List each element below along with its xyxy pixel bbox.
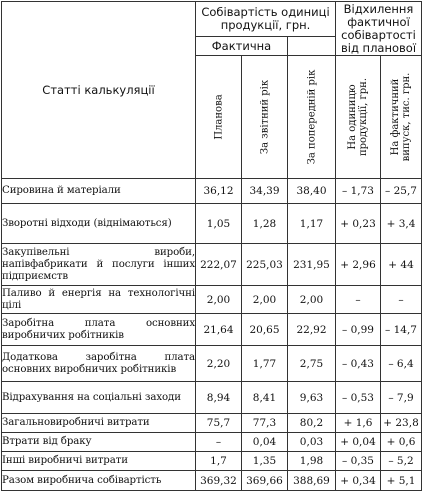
- planned-cost: 8,94: [196, 382, 242, 414]
- reporting-year-cost: 1,35: [242, 452, 288, 471]
- deviation-per-unit: + 1,6: [336, 414, 381, 433]
- cost-item: Загальновиробничі витрати: [2, 414, 196, 433]
- planned-cost: 75,7: [196, 414, 242, 433]
- header-reporting-year: За звітний рік: [242, 56, 288, 179]
- reporting-year-cost: 0,04: [242, 433, 288, 452]
- deviation-per-unit: –: [336, 286, 381, 314]
- cost-item: Сировина й матеріали: [2, 179, 196, 204]
- deviation-per-output: + 44: [381, 244, 422, 286]
- table-row: [2, 346, 422, 382]
- previous-year-cost: 231,95: [288, 244, 336, 286]
- table-row: [2, 204, 422, 244]
- deviation-per-unit: – 0,53: [336, 382, 381, 414]
- planned-cost: 36,12: [196, 179, 242, 204]
- deviation-per-unit: – 0,99: [336, 314, 381, 346]
- planned-cost: 21,64: [196, 314, 242, 346]
- deviation-per-unit: + 0,23: [336, 204, 381, 244]
- planned-cost: –: [196, 433, 242, 452]
- table-row: [2, 452, 422, 471]
- deviation-per-unit: + 0,04: [336, 433, 381, 452]
- header-planned: Планова: [196, 56, 242, 179]
- planned-cost: 2,20: [196, 346, 242, 382]
- deviation-per-output: – 14,7: [381, 314, 422, 346]
- planned-cost: 1,05: [196, 204, 242, 244]
- deviation-per-output: – 5,2: [381, 452, 422, 471]
- header-actual: Фактична: [196, 37, 288, 56]
- previous-year-cost: 1,17: [288, 204, 336, 244]
- previous-year-cost: 388,69: [288, 471, 336, 491]
- planned-cost: 222,07: [196, 244, 242, 286]
- header-per-output: На фактичний випуск, тис. грн.: [381, 56, 422, 179]
- previous-year-cost: 38,40: [288, 179, 336, 204]
- deviation-per-output: – 25,7: [381, 179, 422, 204]
- costing-table: [1, 1, 422, 491]
- deviation-per-unit: – 1,73: [336, 179, 381, 204]
- reporting-year-cost: 77,3: [242, 414, 288, 433]
- table-row: [2, 314, 422, 346]
- cost-item: Інші виробничі витрати: [2, 452, 196, 471]
- header-per-unit: На одиницю продукції, грн.: [336, 56, 381, 179]
- deviation-per-output: –: [381, 286, 422, 314]
- deviation-per-output: – 6,4: [381, 346, 422, 382]
- table-row: [2, 414, 422, 433]
- previous-year-cost: 80,2: [288, 414, 336, 433]
- cost-item: Додаткова заробітна плата основних виробничих робітників: [2, 346, 196, 382]
- previous-year-cost: 2,75: [288, 346, 336, 382]
- cost-item: Заробітна плата основних виробничих робітників: [2, 314, 196, 346]
- reporting-year-cost: 34,39: [242, 179, 288, 204]
- deviation-per-unit: – 0,35: [336, 452, 381, 471]
- deviation-per-output: + 3,4: [381, 204, 422, 244]
- previous-year-cost: 2,00: [288, 286, 336, 314]
- table-row: [2, 244, 422, 286]
- deviation-per-output: – 7,9: [381, 382, 422, 414]
- deviation-per-output: + 5,1: [381, 471, 422, 491]
- cost-item: Паливо й енергія на технологічні цілі: [2, 286, 196, 314]
- reporting-year-cost: 2,00: [242, 286, 288, 314]
- deviation-per-output: + 23,8: [381, 414, 422, 433]
- reporting-year-cost: 20,65: [242, 314, 288, 346]
- table-row: [2, 382, 422, 414]
- cost-item: Зворотні відходи (віднімаються): [2, 204, 196, 244]
- reporting-year-cost: 1,77: [242, 346, 288, 382]
- planned-cost: 1,7: [196, 452, 242, 471]
- previous-year-cost: 9,63: [288, 382, 336, 414]
- table-row: [2, 286, 422, 314]
- reporting-year-cost: 369,66: [242, 471, 288, 491]
- previous-year-cost: 1,98: [288, 452, 336, 471]
- header-previous-year: За попередній рік: [288, 56, 336, 179]
- planned-cost: 369,32: [196, 471, 242, 491]
- planned-cost: 2,00: [196, 286, 242, 314]
- header-unit-cost: Собівартість одиниці продукції, грн.: [196, 2, 336, 37]
- header-deviation: Відхилення фактичної собівартості від планової: [336, 2, 422, 56]
- reporting-year-cost: 225,03: [242, 244, 288, 286]
- reporting-year-cost: 1,28: [242, 204, 288, 244]
- previous-year-cost: 22,92: [288, 314, 336, 346]
- cost-item: Разом виробнича собівартість: [2, 471, 196, 491]
- deviation-per-unit: + 2,96: [336, 244, 381, 286]
- cost-item: Втрати від браку: [2, 433, 196, 452]
- table-row-total: [2, 471, 422, 491]
- cost-item: Закупівельні вироби, напівфабрикати й послуги інших підприємств: [2, 244, 196, 286]
- table-row: [2, 179, 422, 204]
- table-row: [2, 433, 422, 452]
- cost-item: Відрахування на соціальні заходи: [2, 382, 196, 414]
- header-cost-items: Статті калькуляції: [2, 2, 196, 179]
- reporting-year-cost: 8,41: [242, 382, 288, 414]
- deviation-per-output: + 0,6: [381, 433, 422, 452]
- deviation-per-unit: + 0,34: [336, 471, 381, 491]
- deviation-per-unit: – 0,43: [336, 346, 381, 382]
- previous-year-cost: 0,03: [288, 433, 336, 452]
